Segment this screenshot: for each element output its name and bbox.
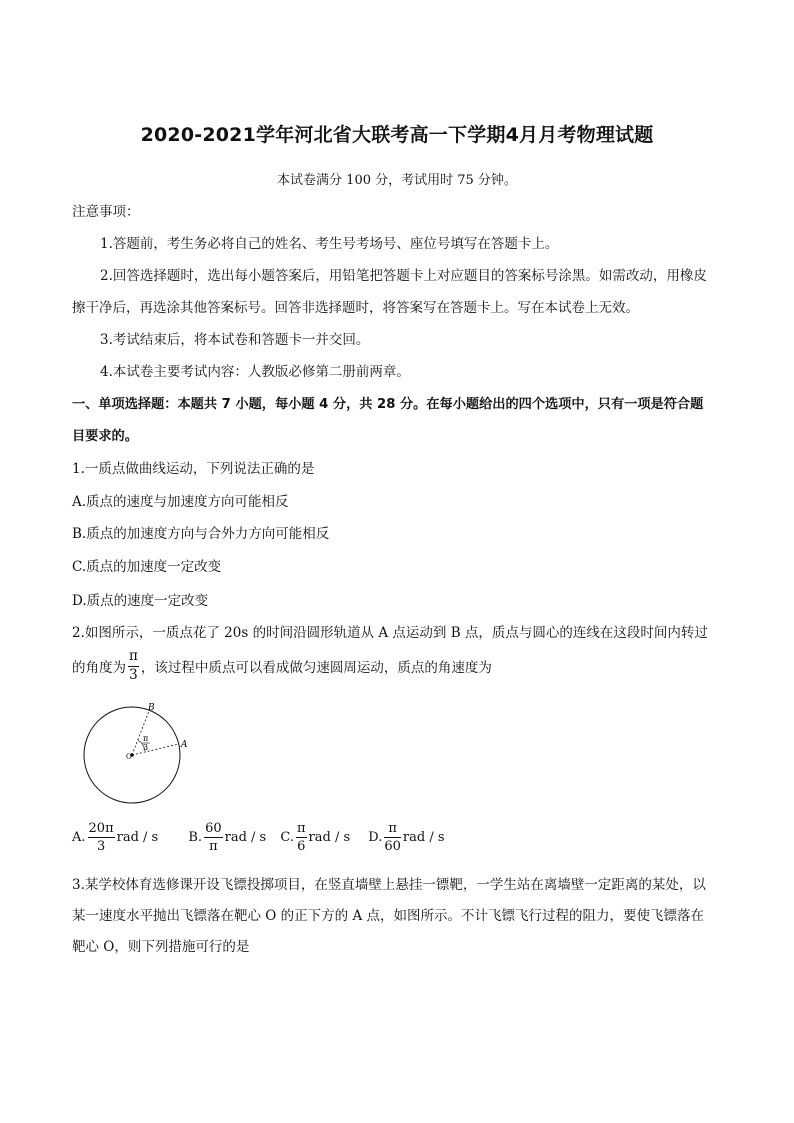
exam-subtitle: 本试卷满分 100 分，考试用时 75 分钟。 [277,173,517,188]
question-1-option-c: C.质点的加速度一定改变 [72,559,222,575]
option-unit: rad / s [116,830,159,845]
fraction-denominator: 6 [297,839,306,854]
option-fraction [296,822,307,853]
fraction-numerator: 20π [88,821,114,836]
section-heading: 一、单项选择题：本题共 7 小题，每小题 4 分，共 28 分。在每小题给出的四个选项中，只有一项是符合题 [72,397,704,412]
option-fraction [204,822,223,853]
option-letter: B. [188,830,203,845]
point-b-label: B [148,703,155,713]
notice-item: 3.考试结束后，将本试卷和答题卡一并交回。 [100,332,370,348]
question-1-option-d: D.质点的速度一定改变 [72,593,209,609]
question-2-option-a [72,822,158,853]
notice-item: 1.答题前，考生务必将自己的姓名、考生号考场号、座位号填写在答题卡上。 [100,236,559,252]
question-2-stem: 2.如图所示，一质点花了 20s 的时间沿圆形轨道从 A 点运动到 B 点，质点与圆心的连线在这段时间内转过 [72,625,708,641]
fraction-numerator: π [296,821,306,836]
question-2-option-b [188,822,266,853]
angle-label-numerator: π [143,734,149,743]
question-2-options [72,822,445,853]
point-a-label: A [181,740,188,750]
notice-item: 2.回答选择题时，选出每小题答案后，用铅笔把答题卡上对应题目的答案标号涂黑。如需改动，用橡皮 [100,268,707,284]
fraction-numerator: π [128,650,139,667]
option-letter: C. [280,830,294,845]
question-3-stem-continued: 某一速度水平抛出飞镖落在靶心 O 的正下方的 A 点，如图所示。不计飞镖飞行过程的阻力，要使飞镖落在 [72,908,704,924]
question-2-option-d [368,822,444,853]
notice-item: 4.本试卷主要考试内容：人教版必修第二册前两章。 [100,364,410,380]
fraction-denominator: 60 [384,839,401,854]
question-1-stem: 1.一质点做曲线运动，下列说法正确的是 [72,461,315,477]
option-unit: rad / s [224,830,267,845]
radius-to-a [132,744,179,755]
center-label: O [126,753,132,761]
fraction-numerator: 60 [205,821,222,836]
notice-heading: 注意事项： [72,204,140,220]
fraction-denominator: 3 [129,666,138,683]
question-2-option-c [280,822,350,853]
option-fraction [88,822,115,853]
angle-label-denominator: 3 [143,743,149,752]
fraction-denominator: π [209,839,218,854]
question-2-stem-continued [72,650,492,682]
option-fraction [384,822,401,853]
option-letter: D. [368,830,383,845]
option-letter: A. [72,830,86,845]
question-3-stem-continued: 靶心 O，则下列措施可行的是 [72,939,250,955]
section-heading-continued: 目要求的。 [72,429,138,444]
option-unit: rad / s [402,830,445,845]
question-2-stem-prefix: 的角度为 [72,660,126,676]
fraction-denominator: 3 [96,839,106,854]
notice-item-continued: 擦干净后，再选涂其他答案标号。回答非选择题时，将答案写在答题卡上。写在本试卷上无效。 [72,300,639,316]
angle-fraction [128,650,139,682]
document-title: 2020-2021学年河北省大联考高一下学期4月月考物理试题 [140,124,654,146]
question-1-option-b: B.质点的加速度方向与合外力方向可能相反 [72,526,330,542]
question-1-option-a: A.质点的速度与加速度方向可能相反 [72,494,289,510]
option-unit: rad / s [308,830,351,845]
circle-track-figure [78,700,198,810]
fraction-numerator: π [384,822,401,838]
question-2-stem-suffix: ，该过程中质点可以看成做匀速圆周运动，质点的角速度为 [140,660,492,676]
question-3-stem: 3.某学校体育选修课开设飞镖投掷项目，在竖直墙壁上悬挂一镖靶，一学生站在离墙壁一定距离的某处，以 [72,877,706,893]
